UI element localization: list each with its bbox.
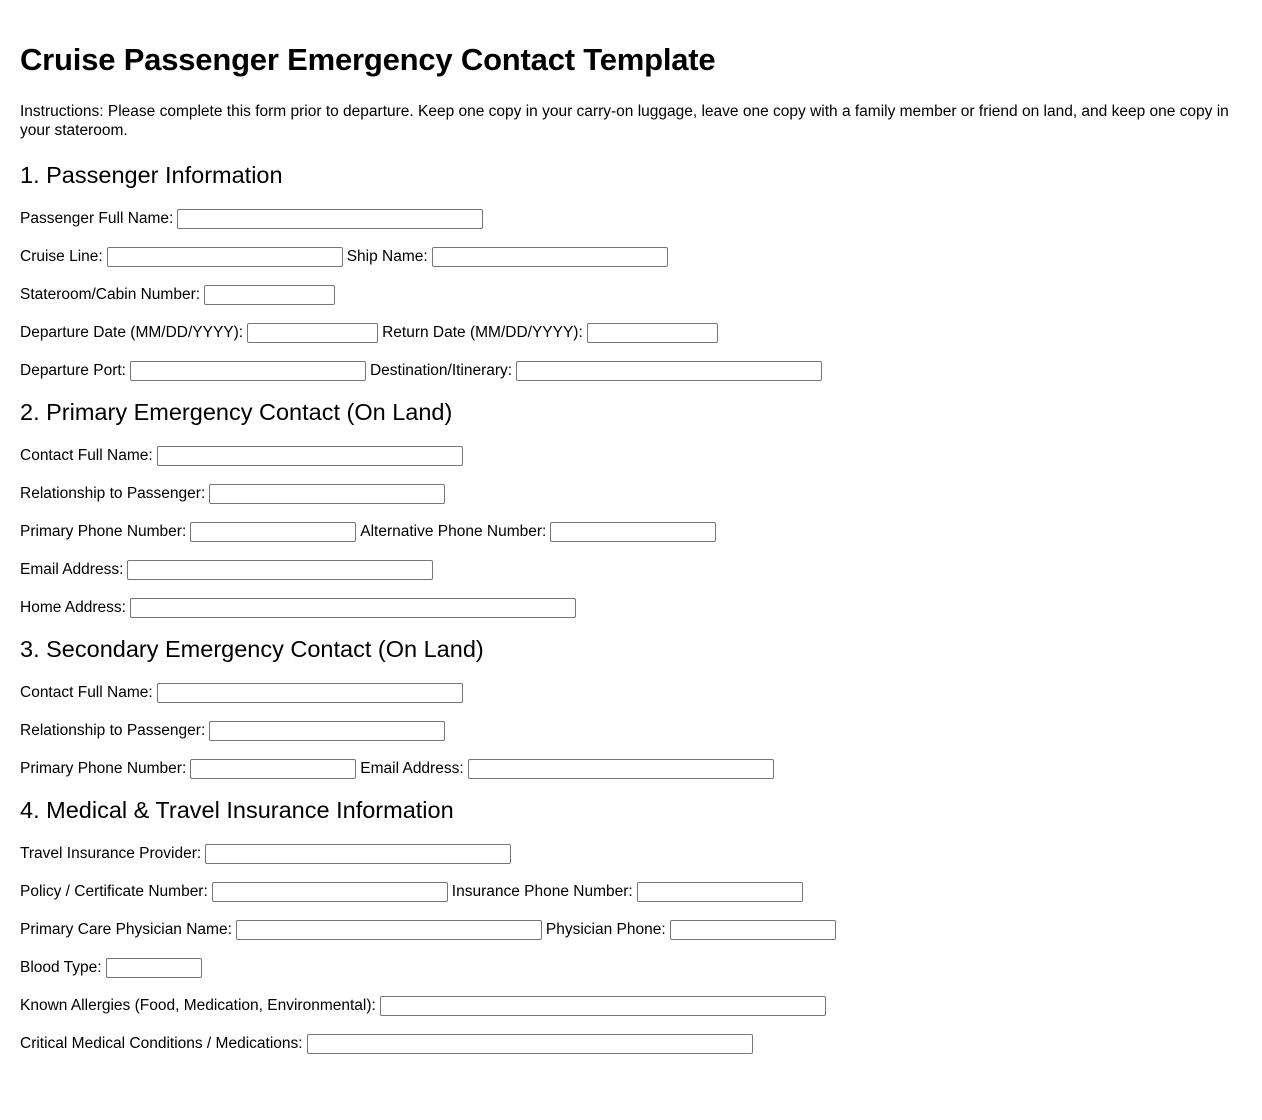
destination-input[interactable] — [516, 361, 822, 381]
alt-phone-input[interactable] — [550, 522, 716, 542]
section-primary-emergency-contact — [20, 397, 1242, 620]
form-row — [20, 918, 1242, 942]
section-secondary-emergency-contact — [20, 634, 1242, 781]
secondary-contact-name-label: Contact Full Name: — [20, 684, 153, 701]
stateroom-input[interactable] — [204, 285, 335, 305]
medical-conditions-label: Critical Medical Conditions / Medications: — [20, 1035, 303, 1052]
passenger-full-name-label: Passenger Full Name: — [20, 210, 174, 227]
policy-number-label: Policy / Certificate Number: — [20, 883, 208, 900]
secondary-email-input[interactable] — [468, 759, 774, 779]
insurance-provider-label: Travel Insurance Provider: — [20, 845, 202, 862]
insurance-phone-input[interactable] — [637, 882, 803, 902]
stateroom-label: Stateroom/Cabin Number: — [20, 286, 201, 303]
insurance-phone-label: Insurance Phone Number: — [451, 883, 633, 900]
form-row — [20, 558, 1242, 582]
destination-label: Destination/Itinerary: — [369, 362, 513, 379]
page-title: Cruise Passenger Emergency Contact Template — [20, 42, 716, 77]
section-heading: 3. Secondary Emergency Contact (On Land) — [20, 636, 484, 662]
secondary-phone-label: Primary Phone Number: — [20, 760, 187, 777]
departure-date-label: Departure Date (MM/DD/YYYY): — [20, 324, 244, 341]
form-row — [20, 956, 1242, 980]
section-heading: 4. Medical & Travel Insurance Information — [20, 797, 454, 823]
insurance-provider-input[interactable] — [205, 844, 511, 864]
section-medical-insurance — [20, 795, 1242, 1056]
secondary-phone-input[interactable] — [190, 759, 356, 779]
form-row — [20, 681, 1242, 705]
form-row — [20, 207, 1242, 231]
form-row — [20, 444, 1242, 468]
primary-email-input[interactable] — [127, 560, 433, 580]
primary-contact-name-label: Contact Full Name: — [20, 447, 153, 464]
form-row — [20, 359, 1242, 383]
form-row — [20, 842, 1242, 866]
form-row — [20, 482, 1242, 506]
allergies-input[interactable] — [380, 996, 826, 1016]
section-heading: 2. Primary Emergency Contact (On Land) — [20, 399, 453, 425]
form-row — [20, 1032, 1242, 1056]
form-row — [20, 245, 1242, 269]
form-row — [20, 880, 1242, 904]
return-date-input[interactable] — [587, 323, 718, 343]
form-row — [20, 719, 1242, 743]
blood-type-label: Blood Type: — [20, 959, 102, 976]
cruise-line-label: Cruise Line: — [20, 248, 103, 265]
home-address-label: Home Address: — [20, 599, 126, 616]
form-row — [20, 994, 1242, 1018]
policy-number-input[interactable] — [212, 882, 448, 902]
alt-phone-label: Alternative Phone Number: — [360, 523, 547, 540]
section-passenger-information — [20, 160, 1242, 383]
physician-phone-label: Physician Phone: — [545, 921, 666, 938]
physician-name-label: Primary Care Physician Name: — [20, 921, 232, 938]
blood-type-input[interactable] — [106, 958, 202, 978]
primary-relationship-label: Relationship to Passenger: — [20, 485, 206, 502]
secondary-relationship-input[interactable] — [209, 721, 445, 741]
form-row — [20, 321, 1242, 345]
allergies-label: Known Allergies (Food, Medication, Environmental): — [20, 997, 376, 1014]
departure-date-input[interactable] — [247, 323, 378, 343]
instructions-text: Instructions: Please complete this form prior to departure. Keep one copy in your carry-on luggage, leave one copy with a family member or friend on land, and keep one copy in your stateroom. — [20, 103, 1229, 139]
primary-contact-name-input[interactable] — [157, 446, 463, 466]
primary-phone-label: Primary Phone Number: — [20, 523, 187, 540]
secondary-contact-name-input[interactable] — [157, 683, 463, 703]
secondary-email-label: Email Address: — [360, 760, 464, 777]
home-address-input[interactable] — [130, 598, 576, 618]
section-heading: 1. Passenger Information — [20, 162, 283, 188]
form-row — [20, 283, 1242, 307]
primary-email-label: Email Address: — [20, 561, 124, 578]
primary-phone-input[interactable] — [190, 522, 356, 542]
physician-phone-input[interactable] — [670, 920, 836, 940]
physician-name-input[interactable] — [236, 920, 542, 940]
ship-name-input[interactable] — [432, 247, 668, 267]
passenger-full-name-input[interactable] — [177, 209, 483, 229]
cruise-line-input[interactable] — [107, 247, 343, 267]
primary-relationship-input[interactable] — [209, 484, 445, 504]
secondary-relationship-label: Relationship to Passenger: — [20, 722, 206, 739]
medical-conditions-input[interactable] — [307, 1034, 753, 1054]
return-date-label: Return Date (MM/DD/YYYY): — [382, 324, 583, 341]
form-row — [20, 520, 1242, 544]
ship-name-label: Ship Name: — [346, 248, 428, 265]
departure-port-input[interactable] — [130, 361, 366, 381]
form-row — [20, 596, 1242, 620]
form-row — [20, 757, 1242, 781]
departure-port-label: Departure Port: — [20, 362, 126, 379]
